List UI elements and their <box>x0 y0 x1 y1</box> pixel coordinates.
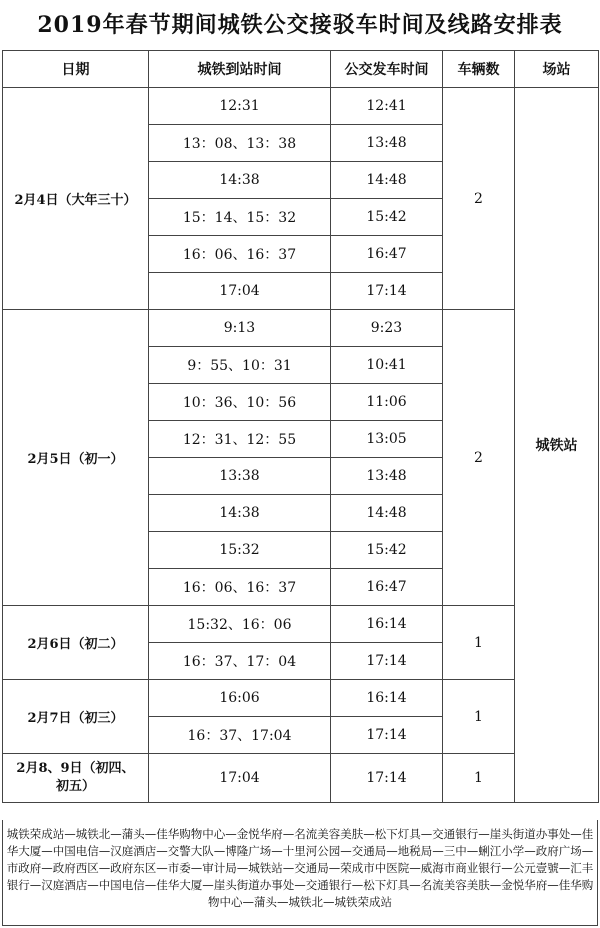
vehicle-count-cell: 1 <box>443 754 515 803</box>
bus-departure-cell: 13:05 <box>331 421 443 458</box>
vehicle-count-cell: 2 <box>443 310 515 606</box>
bus-departure-cell: 13:48 <box>331 125 443 162</box>
rail-arrival-cell: 15:32 <box>149 532 331 569</box>
schedule-table <box>2 50 599 803</box>
table-row <box>3 310 599 347</box>
header-rail-arrival: 城铁到站时间 <box>149 51 331 88</box>
table-row <box>3 88 599 125</box>
rail-arrival-cell: 16:06 <box>149 680 331 717</box>
bus-departure-cell: 16:14 <box>331 680 443 717</box>
bus-departure-cell: 17:14 <box>331 643 443 680</box>
date-line-1: 2月8、9日（初四、 <box>16 761 135 776</box>
rail-arrival-cell: 16：06、16：37 <box>149 236 331 273</box>
rail-arrival-cell: 15:32、16：06 <box>149 606 331 643</box>
rail-arrival-cell: 12:31 <box>149 88 331 125</box>
bus-departure-cell: 15:42 <box>331 199 443 236</box>
date-line-2: 初五） <box>55 779 95 794</box>
bus-departure-cell: 17:14 <box>331 717 443 754</box>
bus-departure-cell: 9:23 <box>331 310 443 347</box>
rail-arrival-cell: 13:38 <box>149 458 331 495</box>
rail-arrival-cell: 16：37、17：04 <box>149 643 331 680</box>
bus-departure-cell: 16:47 <box>331 236 443 273</box>
vehicle-count-cell: 2 <box>443 88 515 310</box>
date-cell <box>3 754 149 803</box>
rail-arrival-cell: 9：55、10：31 <box>149 347 331 384</box>
bus-departure-cell: 10:41 <box>331 347 443 384</box>
bus-departure-cell: 17:14 <box>331 273 443 310</box>
station-cell: 城铁站 <box>515 88 599 803</box>
vehicle-count-cell: 1 <box>443 680 515 754</box>
rail-arrival-cell: 10：36、10：56 <box>149 384 331 421</box>
vehicle-count-cell: 1 <box>443 606 515 680</box>
rail-arrival-cell: 14:38 <box>149 162 331 199</box>
bus-departure-cell: 14:48 <box>331 495 443 532</box>
bus-departure-cell: 17:14 <box>331 754 443 803</box>
bus-departure-cell: 13:48 <box>331 458 443 495</box>
bus-departure-cell: 16:47 <box>331 569 443 606</box>
rail-arrival-cell: 17:04 <box>149 754 331 803</box>
rail-arrival-cell: 16：06、16：37 <box>149 569 331 606</box>
bus-departure-cell: 11:06 <box>331 384 443 421</box>
rail-arrival-cell: 14:38 <box>149 495 331 532</box>
date-cell: 2月5日（初一） <box>3 310 149 606</box>
table-row <box>3 606 599 643</box>
rail-arrival-cell: 13：08、13：38 <box>149 125 331 162</box>
bus-departure-cell: 12:41 <box>331 88 443 125</box>
header-row <box>3 51 599 88</box>
header-bus-departure: 公交发车时间 <box>331 51 443 88</box>
bus-departure-cell: 14:48 <box>331 162 443 199</box>
rail-arrival-cell: 16：37、17:04 <box>149 717 331 754</box>
header-station: 场站 <box>515 51 599 88</box>
date-cell: 2月6日（初二） <box>3 606 149 680</box>
date-cell: 2月7日（初三） <box>3 680 149 754</box>
header-date: 日期 <box>3 51 149 88</box>
date-cell: 2月4日（大年三十） <box>3 88 149 310</box>
rail-arrival-cell: 17:04 <box>149 273 331 310</box>
route-description: 城铁荣成站—城铁北—蒲头—佳华购物中心—金悦华府—名流美容美肤—松下灯具—交通银行—崖头街道办事处—佳华大厦—中国电信—汉庭酒店—交警大队—博隆广场—十里河公园—交通局—地税局—三中—蜊江小学—政府广场—市政府—政府西区—政府东区—市委—审计局—城铁站—交通局—荣成市中医院—威海市商业银行—公元壹號—汇丰银行—汉庭酒店—中国电信—佳华大厦—崖头街道办事处—交通银行—松下灯具—名流美容美肤—金悦华府—佳华购物中心—蒲头—城铁北—城铁荣成站 <box>2 820 598 926</box>
rail-arrival-cell: 12：31、12：55 <box>149 421 331 458</box>
table-row <box>3 680 599 717</box>
bus-departure-cell: 16:14 <box>331 606 443 643</box>
rail-arrival-cell: 15：14、15：32 <box>149 199 331 236</box>
page-title: 2019年春节期间城铁公交接驳车时间及线路安排表 <box>37 12 563 38</box>
table-row <box>3 754 599 803</box>
header-vehicle-count: 车辆数 <box>443 51 515 88</box>
bus-departure-cell: 15:42 <box>331 532 443 569</box>
rail-arrival-cell: 9:13 <box>149 310 331 347</box>
